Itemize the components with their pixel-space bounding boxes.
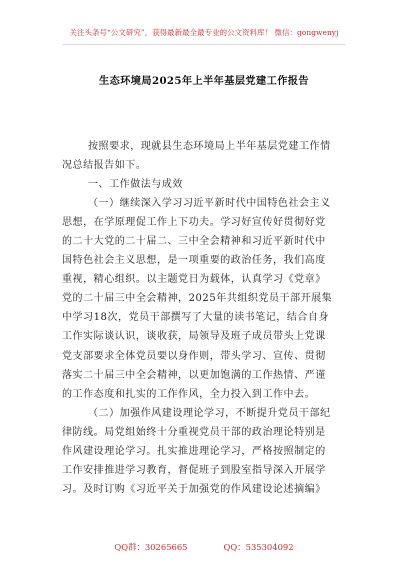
body-line: 的二十大党的二十届二、三中全会精神和习近平新时代中 — [62, 236, 326, 248]
body-line: （一）继续深入学习习近平新时代中国特色社会主义 — [88, 198, 331, 210]
document-body — [0, 137, 408, 499]
body-line: 重视，精心组织。以主题党日为载体，认真学习《党章》 — [62, 274, 326, 286]
header-banner: 关注头条号“公文研究”，获得最新最全最专业的公文资料库！ 微信：gongwenyj — [69, 28, 339, 37]
body-line: 党的二十届三中全会精神，2025年共组织党员干部开展集 — [62, 293, 333, 305]
header-divider — [62, 44, 346, 45]
body-line: 国特色社会主义思想，是一项重要的政治任务，我们高度 — [62, 255, 326, 267]
body-line: 党支部要求全体党员要以身作则，带头学习、宣传、贯彻 — [62, 350, 326, 362]
body-line: 习。及时订购《习近平关于加强党的作风建设论述摘编》 — [62, 483, 326, 495]
document-title: 生态环境局2025年上半年基层党建工作报告 — [99, 75, 309, 87]
body-line: 思想，在学原理促工作上下功夫。学习好宣传好贯彻好党 — [62, 217, 326, 229]
footer-contact — [0, 541, 408, 553]
footer-qq-number: QQ：535304092 — [223, 542, 294, 552]
body-line: 工作安排推进学习教育，督促班子到股室指导深入开展学 — [62, 464, 326, 476]
body-line: 况总结报告如下。 — [62, 160, 147, 172]
body-line: 一、工作做法与成效 — [88, 179, 183, 191]
body-line: 律防线。局党组始终十分重视党员干部的政治理论特别是 — [62, 426, 326, 438]
body-line: 作风建设理论学习。扎实推进理论学习，严格按照制定的 — [62, 445, 326, 457]
body-line: 中学习18次，党员干部撰写了大量的读书笔记，结合自身 — [62, 312, 330, 324]
body-line: 落实二十届三中全会精神，以更加饱满的工作热情、严谨 — [62, 369, 326, 381]
body-line: （二）加强作风建设理论学习，不断提升党员干部纪 — [88, 407, 331, 419]
body-line: 的工作态度和扎实的工作作风，全力投入到工作中去。 — [62, 388, 316, 400]
body-line: 工作实际谈认识，谈收获，局领导及班子成员带头上党课 — [62, 331, 326, 343]
footer-qq-group: QQ群：30265665 — [114, 542, 188, 552]
body-line: 按照要求，现就县生态环境局上半年基层党建工作情 — [88, 141, 331, 152]
